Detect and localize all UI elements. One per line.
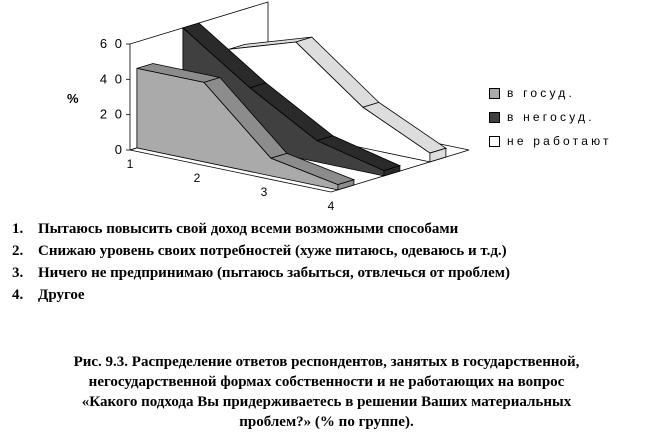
list-item — [12, 240, 510, 262]
list-item-number: 3. — [12, 265, 24, 281]
x-tick-label: 4 — [327, 199, 335, 213]
list-item-text: Снижаю уровень своих потребностей (хуже питаюсь, одеваюсь и т.д.) — [38, 243, 507, 259]
list-item-text: Пытаюсь повысить свой доход всеми возможными способами — [38, 221, 459, 237]
list-item-number: 4. — [12, 287, 24, 303]
list-item — [12, 262, 510, 284]
legend-label: не работают — [507, 134, 612, 148]
y-tick-label: 4 0 — [99, 71, 124, 87]
y-tick-label: 2 0 — [99, 106, 124, 122]
x-tick-label: 3 — [260, 185, 268, 199]
y-axis-label: % — [67, 91, 79, 106]
y-tick-label: 6 0 — [99, 36, 124, 51]
chart-legend — [489, 81, 649, 153]
legend-swatch — [489, 136, 500, 147]
caption-line: «Какого подхода Вы придерживаетесь в решении Ваших материальных — [81, 394, 572, 410]
list-item-text: Ничего не предпринимаю (пытаюсь забыться, отвлечься от проблем) — [38, 265, 510, 281]
x-tick-label: 1 — [126, 157, 134, 171]
legend-item-unemployed — [489, 129, 649, 153]
caption-line: негосударственной формах собственности и не работающих на вопрос — [88, 374, 565, 390]
y-tick-label: 0 — [114, 142, 124, 157]
legend-item-gov — [489, 81, 649, 105]
chart-series — [137, 23, 446, 190]
legend-swatch — [489, 88, 500, 99]
legend-label: в негосуд. — [507, 110, 595, 124]
list-item-text: Другое — [38, 287, 85, 303]
figure-caption — [0, 352, 653, 432]
list-item-number: 2. — [12, 243, 24, 259]
legend-label: в госуд. — [507, 86, 576, 100]
list-item — [12, 218, 510, 240]
x-tick-label: 2 — [193, 171, 201, 185]
list-item-number: 1. — [12, 221, 24, 237]
caption-line: Рис. 9.3. Распределение ответов респондентов, занятых в государственной, — [73, 354, 580, 370]
caption-line: проблем?» (% по группе). — [239, 414, 414, 430]
legend-item-nongov — [489, 105, 649, 129]
legend-swatch — [489, 112, 500, 123]
list-item — [12, 284, 510, 306]
answer-options-list — [12, 218, 510, 306]
